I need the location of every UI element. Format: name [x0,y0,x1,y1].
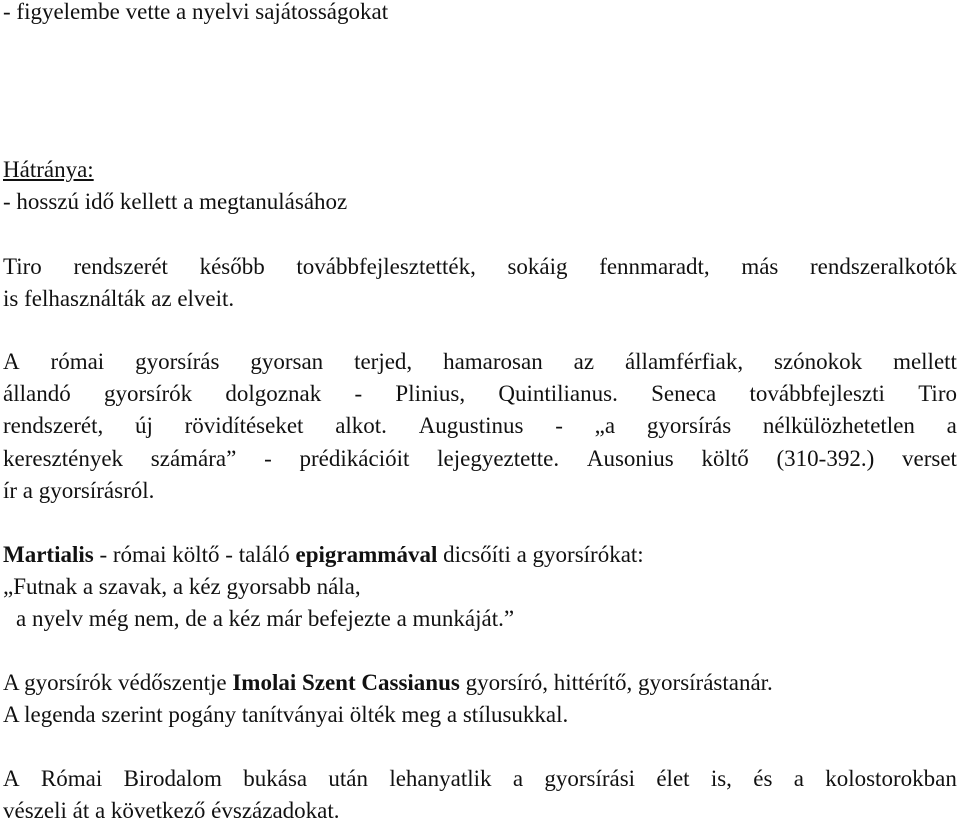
word: - [354,381,363,406]
text-line: A legenda szerint pogány tanítványai ölték meg a stílusukkal. [3,702,569,727]
word: Római [40,766,103,791]
quote-line: „Futnak a szavak, a kéz gyorsabb nála, [3,574,361,599]
text-line [3,444,957,474]
word: Augustinus [418,413,524,438]
word: Plinius, [395,381,466,406]
word: A [3,349,20,374]
word: a [512,766,524,791]
word: rendszerét [73,254,168,279]
text-span: A gyorsírók védőszentje [3,670,233,695]
word: „a [594,413,616,438]
word: állandó [3,381,71,406]
bold-word: epigrammával [295,542,438,567]
word: államférfiak, [624,349,744,374]
word: - [555,413,563,438]
word: gyorsírás [135,349,220,374]
word: bukása [243,766,308,791]
word: más [741,254,779,279]
text-span: - római költő - találó [93,542,296,567]
word: is, [710,766,732,791]
word: költő [701,446,749,471]
word: dolgoznak [225,381,322,406]
word: Tiro [3,254,42,279]
word: Birodalom [123,766,222,791]
text-span: gyorsíró, hittérítő, gyorsírástanár. [459,670,773,695]
text-line [3,540,644,570]
word: fennmaradt, [599,254,710,279]
word: lejegyeztette. [437,446,560,471]
word: alkot. [335,413,387,438]
section-heading: Hátránya: [3,157,94,182]
word: élet [656,766,690,791]
word: Ausonius [586,446,674,471]
word: keresztények [3,446,124,471]
text-span: dicsőíti a gyorsírókat: [437,542,644,567]
text-line [3,411,957,441]
text-line: vészeli át a következő évszázadokat. [3,798,340,823]
text-line [3,764,957,794]
word: sokáig [507,254,568,279]
word: rendszeralkotók [810,254,957,279]
text-line [3,347,957,377]
word: lehanyatlik [389,766,492,791]
bold-name: Imolai Szent Cassianus [232,670,460,695]
word: terjed, [354,349,413,374]
word: Tiro [918,381,957,406]
text-line [3,379,957,409]
word: Quintilianus. [498,381,618,406]
word: az [573,349,595,374]
text-line: is felhasználták az elveit. [3,286,235,311]
bold-name: Martialis [3,542,94,567]
word: és [753,766,773,791]
text-line [3,668,773,698]
word: Seneca [651,381,717,406]
word: rövidítéseket [184,413,304,438]
word: nélkülözhetetlen [762,413,915,438]
word: gyorsírók [103,381,193,406]
word: később [199,254,265,279]
word: új [135,413,153,438]
word: számára” [150,446,237,471]
word: továbbfejleszti [749,381,885,406]
word: rendszerét, [3,413,104,438]
quote-line: a nyelv még nem, de a kéz már befejezte a munkáját.” [16,606,515,631]
word: után [328,766,369,791]
word: a [793,766,804,791]
word: (310-392.) [776,446,875,471]
word: verset [902,446,957,471]
word: mellett [893,349,957,374]
word: kolostorokban [825,766,957,791]
word: római [50,349,105,374]
word: - [264,446,272,471]
word: A [3,766,20,791]
word: gyorsírás [646,413,732,438]
word: gyorsan [250,349,324,374]
text-line [3,252,957,282]
word: hamarosan [443,349,543,374]
word: továbbfejlesztették, [296,254,476,279]
word: a [946,413,957,438]
word: gyorsírási [544,766,636,791]
word: szónokok [773,349,863,374]
text-line: - figyelembe vette a nyelvi sajátosságokat [3,0,389,24]
text-line: ír a gyorsírásról. [3,478,155,503]
word: prédikációit [299,446,410,471]
text-line: - hosszú idő kellett a megtanulásához [3,189,348,214]
